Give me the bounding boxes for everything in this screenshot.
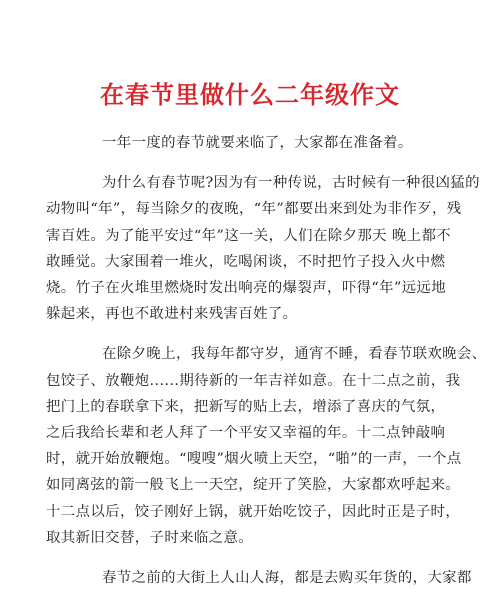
text-line: 躲起来，再也不敢进村来残害百姓了。: [46, 306, 298, 323]
text-line: 动物叫“年”，每当除夕的夜晚，“年”都要出来到处为非作歹，残: [46, 201, 462, 218]
text-line: 包饺子、放鞭炮......期待新的一年吉祥如意。在十二点之前，我: [46, 372, 461, 389]
text-line: 时，就开始放鞭炮。“嗖嗖”烟火喷上天空，“啪”的一声，一个点: [46, 451, 462, 468]
text-line: 敢睡觉。大家围着一堆火，吃喝闲谈，不时把竹子投入火中燃: [46, 253, 446, 270]
article-body: [46, 130, 487, 605]
text-line: 如同离弦的箭一般飞上一天空，绽开了笑脸，大家都欢呼起来。: [46, 477, 461, 494]
text-line: 把门上的春联拿下来，把新写的贴上去，增添了喜庆的气氛，: [46, 398, 446, 415]
text-line: 在除夕晚上，我每年都守岁，通宵不睡，看春节联欢晚会、: [102, 346, 487, 363]
text-line: 害百姓。为了能平安过“年”这一关，人们在除夕那天 晚上都不: [46, 227, 452, 244]
text-line: 春节之前的大街上人山人海，都是去购买年货的，大家都: [102, 570, 472, 587]
paragraph-2: [46, 170, 480, 327]
text-line: 之后我给长辈和老人拜了一个平安又幸福的年。十二点钟敲响: [46, 425, 446, 442]
text-line: 烧。竹子在火堆里燃烧时发出响亮的爆裂声，吓得“年”远远地: [46, 280, 447, 297]
article-title: 在春节里做什么二年级作文: [100, 81, 400, 110]
paragraph-3: [46, 341, 487, 551]
paragraph-4: [74, 565, 472, 591]
text-line: 为什么有春节呢?因为有一种传说，古时候有一种很凶猛的: [102, 175, 480, 192]
text-line: 取其新旧交替，子时来临之意。: [46, 529, 254, 546]
text-line: 十二点以后，饺子刚好上锅，就开始吃饺子，因此时正是子时，: [46, 503, 461, 520]
paragraph-1: [74, 130, 434, 156]
text-line: 一年一度的春节就要来临了，大家都在准备着。: [102, 135, 413, 151]
